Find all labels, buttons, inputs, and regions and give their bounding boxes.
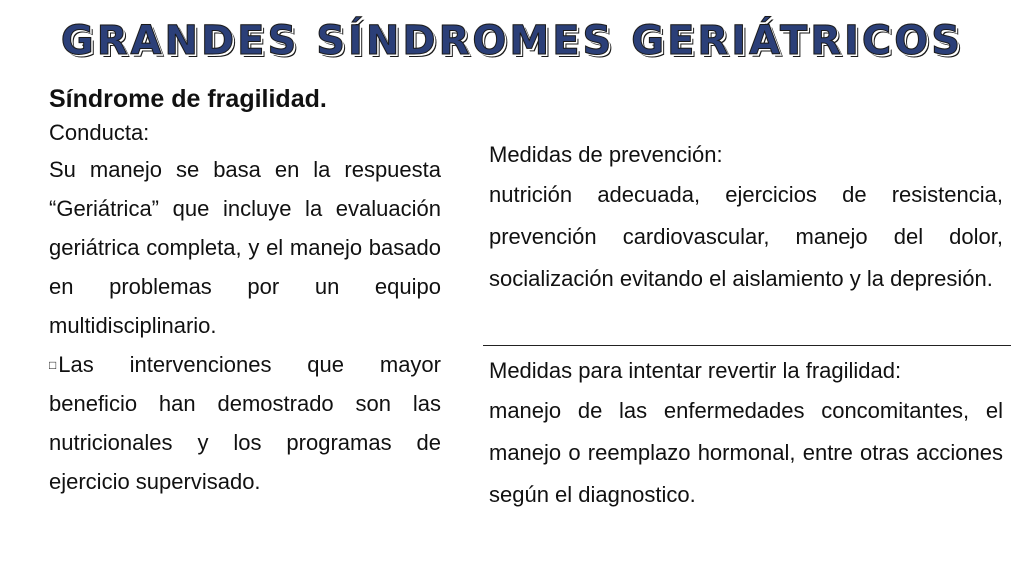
slide-title: GRANDES SÍNDROMES GERIÁTRICOS bbox=[60, 18, 964, 64]
reversal-box bbox=[489, 352, 1003, 516]
reversal-text: manejo de las enfermedades concomitantes, el manejo o reemplazo hormonal, entre otras acciones según el diagnostico. bbox=[489, 398, 1003, 507]
conduct-label: Conducta: bbox=[49, 120, 150, 145]
prevention-box bbox=[489, 136, 1003, 300]
interventions-paragraph bbox=[49, 345, 441, 501]
left-column bbox=[49, 84, 441, 501]
prevention-label: Medidas de prevención: bbox=[489, 142, 723, 167]
conduct-paragraph: Su manejo se basa en la respuesta “Geriátrica” que incluye la evaluación geriátrica completa, y el manejo basado en problemas por un equipo multidisciplinario. bbox=[49, 157, 441, 338]
divider-line bbox=[483, 345, 1011, 346]
interventions-text: Las intervenciones que mayor beneficio han demostrado son las nutricionales y los programas de ejercicio supervisado. bbox=[49, 352, 441, 494]
prevention-text: nutrición adecuada, ejercicios de resistencia, prevención cardiovascular, manejo del dolor, socialización evitando el aislamiento y la depresión. bbox=[489, 182, 1003, 291]
section-subtitle: Síndrome de fragilidad. bbox=[49, 85, 327, 113]
reversal-label: Medidas para intentar revertir la fragilidad: bbox=[489, 358, 902, 383]
bullet-icon: □ bbox=[49, 358, 57, 372]
